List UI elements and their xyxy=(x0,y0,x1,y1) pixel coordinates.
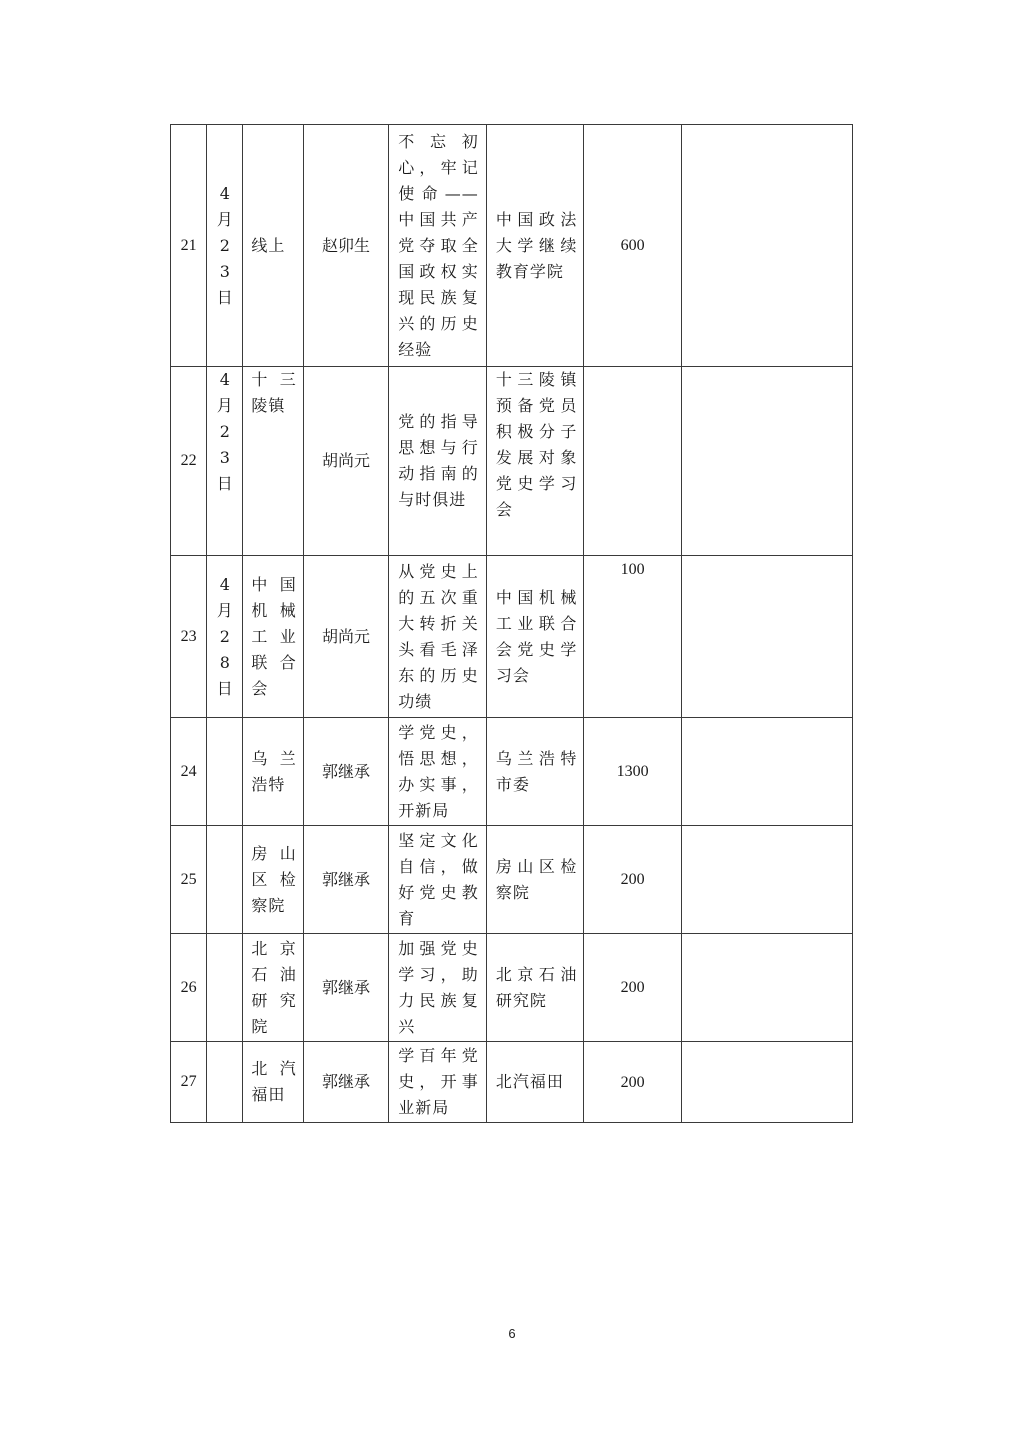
table-row xyxy=(171,934,853,1042)
table-row xyxy=(171,556,853,718)
row-number: 27 xyxy=(180,1073,197,1090)
topic-cell xyxy=(389,934,487,1042)
organizer-cell xyxy=(486,826,584,934)
organizer-cell xyxy=(486,1042,584,1123)
attendance-cell xyxy=(584,934,682,1042)
location-cell xyxy=(243,826,303,934)
attendance-cell xyxy=(584,1042,682,1123)
topic-text: 学党史，悟思想，办实事，开新局 xyxy=(398,722,479,820)
row-number: 25 xyxy=(180,870,197,888)
date-text: 4月28日 xyxy=(216,574,233,698)
topic-cell xyxy=(389,718,487,826)
date-cell xyxy=(207,1042,243,1123)
speaker-name: 郭继承 xyxy=(321,977,370,997)
location-cell xyxy=(243,934,303,1042)
location-text: 中国机械工业联合会 xyxy=(251,574,297,698)
speaker-name: 胡尚元 xyxy=(321,626,370,646)
topic-text: 加强党史学习，助力民族复兴 xyxy=(398,938,479,1036)
topic-text: 从党史上的五次重大转折关头看毛泽东的历史功绩 xyxy=(398,561,479,711)
location-text: 北汽福田 xyxy=(251,1059,297,1104)
attendance-count: 600 xyxy=(620,237,645,254)
date-text: 4月23日 xyxy=(216,370,233,493)
speaker-cell xyxy=(303,367,389,556)
table-row xyxy=(171,125,853,367)
row-number: 23 xyxy=(180,627,197,645)
table-row xyxy=(171,1042,853,1123)
attendance-cell xyxy=(584,826,682,934)
speaker-name: 赵卯生 xyxy=(321,235,370,255)
topic-cell xyxy=(389,125,487,367)
date-cell xyxy=(207,556,243,718)
attendance-count: 100 xyxy=(620,561,645,578)
row-number-cell xyxy=(171,934,207,1042)
table-row xyxy=(171,826,853,934)
location-text: 房山区检察院 xyxy=(251,843,297,915)
location-text: 北京石油研究院 xyxy=(251,938,297,1036)
location-cell xyxy=(243,367,303,556)
speaker-name: 胡尚元 xyxy=(321,451,370,470)
document-table-wrapper xyxy=(170,124,853,1123)
speaker-cell xyxy=(303,1042,389,1123)
organizer-text: 乌兰浩特市委 xyxy=(495,748,578,794)
speaker-cell xyxy=(303,125,389,367)
attendance-cell xyxy=(584,367,682,556)
organizer-text: 十三陵镇预备党员积极分子发展对象党史学习会 xyxy=(495,370,578,519)
row-number: 21 xyxy=(180,236,197,254)
attendance-cell xyxy=(584,556,682,718)
remark-cell xyxy=(681,934,852,1042)
remark-cell xyxy=(681,826,852,934)
topic-cell xyxy=(389,367,487,556)
location-cell xyxy=(243,1042,303,1123)
lecture-table xyxy=(170,124,853,1123)
row-number-cell xyxy=(171,826,207,934)
row-number: 24 xyxy=(180,762,197,780)
row-number-cell xyxy=(171,125,207,367)
speaker-cell xyxy=(303,826,389,934)
date-cell xyxy=(207,718,243,826)
date-cell xyxy=(207,934,243,1042)
row-number-cell xyxy=(171,556,207,718)
attendance-cell xyxy=(584,125,682,367)
topic-cell xyxy=(389,1042,487,1123)
table-row xyxy=(171,367,853,556)
date-cell xyxy=(207,125,243,367)
table-row xyxy=(171,718,853,826)
remark-cell xyxy=(681,367,852,556)
location-cell xyxy=(243,125,303,367)
speaker-cell xyxy=(303,934,389,1042)
speaker-name: 郭继承 xyxy=(321,1072,370,1091)
topic-text: 党的指导思想与行动指南的与时俱进 xyxy=(398,412,479,509)
organizer-text: 房山区检察院 xyxy=(495,856,578,902)
topic-text: 坚定文化自信，做好党史教育 xyxy=(398,830,479,928)
speaker-name: 郭继承 xyxy=(321,761,370,781)
attendance-count: 200 xyxy=(620,1073,645,1091)
row-number-cell xyxy=(171,718,207,826)
speaker-name: 郭继承 xyxy=(321,869,370,889)
row-number: 22 xyxy=(180,452,197,469)
organizer-cell xyxy=(486,718,584,826)
remark-cell xyxy=(681,125,852,367)
date-text: 4月23日 xyxy=(216,183,233,307)
attendance-count: 200 xyxy=(620,979,645,996)
attendance-count: 200 xyxy=(620,871,645,888)
row-number-cell xyxy=(171,367,207,556)
organizer-cell xyxy=(486,367,584,556)
date-cell xyxy=(207,367,243,556)
location-text: 线上 xyxy=(251,235,286,255)
topic-cell xyxy=(389,826,487,934)
location-cell xyxy=(243,556,303,718)
remark-cell xyxy=(681,556,852,718)
attendance-count: 1300 xyxy=(616,763,649,780)
organizer-cell xyxy=(486,556,584,718)
remark-cell xyxy=(681,1042,852,1123)
organizer-text: 中国机械工业联合会党史学习会 xyxy=(495,587,578,685)
location-text: 乌兰浩特 xyxy=(251,748,297,794)
organizer-text: 北京石油研究院 xyxy=(495,964,578,1010)
location-text: 十三陵镇 xyxy=(251,370,297,415)
organizer-text: 北汽福田 xyxy=(495,1072,564,1091)
speaker-cell xyxy=(303,718,389,826)
topic-text: 不忘初心，牢记使命——中国共产党夺取全国政权实现民族复兴的历史经验 xyxy=(398,131,479,359)
row-number-cell xyxy=(171,1042,207,1123)
topic-cell xyxy=(389,556,487,718)
remark-cell xyxy=(681,718,852,826)
organizer-cell xyxy=(486,934,584,1042)
organizer-text: 中国政法大学继续教育学院 xyxy=(495,209,578,281)
organizer-cell xyxy=(486,125,584,367)
date-cell xyxy=(207,826,243,934)
speaker-cell xyxy=(303,556,389,718)
page-number: 6 xyxy=(508,1326,516,1341)
attendance-cell xyxy=(584,718,682,826)
row-number: 26 xyxy=(180,978,197,996)
topic-text: 学百年党史，开事业新局 xyxy=(398,1046,479,1117)
location-cell xyxy=(243,718,303,826)
